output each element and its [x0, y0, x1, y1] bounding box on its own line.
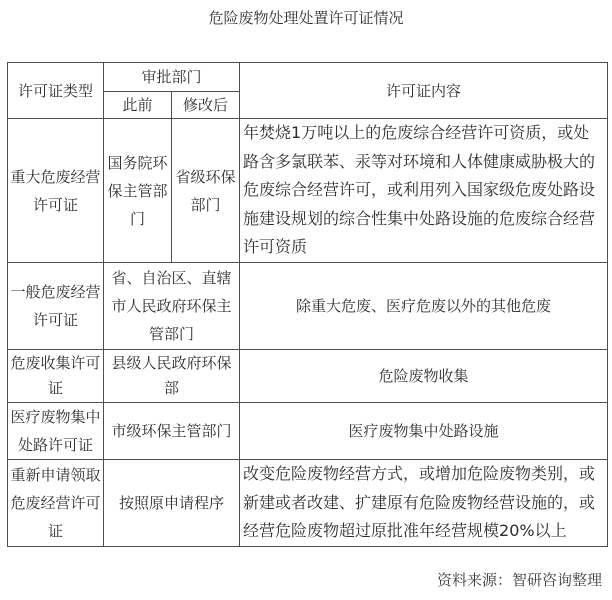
cell-permit-type: 一般危废经营许可证	[8, 263, 104, 350]
header-permit-content: 许可证内容	[240, 63, 608, 119]
cell-dept-merged: 省、自治区、直辖市人民政府环保主管部门	[104, 263, 240, 350]
table-row-general-permit	[8, 263, 608, 350]
table-row-collection-permit	[8, 350, 608, 403]
cell-permit-content: 改变危险废物经营方式，或增加危险废物类别，或新建或者改建、扩建原有危险废物经营设施的，或经营危险废物超过原批准年经营规模20%以上	[240, 460, 608, 547]
cell-permit-type: 医疗废物集中处路许可证	[8, 403, 104, 460]
source-note: 资料来源：智研咨询整理	[436, 571, 602, 589]
header-row-1	[8, 63, 608, 92]
table-row-major-permit	[8, 119, 608, 263]
page-title: 危险废物处理处置许可证情况	[208, 9, 404, 27]
cell-permit-content: 除重大危废、医疗危废以外的其他危废	[240, 263, 608, 350]
table-row-medical-permit	[8, 403, 608, 460]
header-dept-after: 修改后	[172, 92, 240, 119]
cell-permit-type: 危废收集许可证	[8, 350, 104, 403]
cell-permit-content: 医疗废物集中处路设施	[240, 403, 608, 460]
cell-permit-type: 重新申请领取危废经营许可证	[8, 460, 104, 547]
permit-table	[7, 62, 608, 547]
cell-dept-merged: 县级人民政府环保部	[104, 350, 240, 403]
header-permit-type: 许可证类型	[8, 63, 104, 119]
header-approval-dept: 审批部门	[104, 63, 240, 92]
cell-dept-before: 国务院环保主管部门	[104, 119, 172, 263]
cell-dept-after: 省级环保部门	[172, 119, 240, 263]
header-dept-before: 此前	[104, 92, 172, 119]
cell-permit-content: 危险废物收集	[240, 350, 608, 403]
cell-dept-merged: 市级环保主管部门	[104, 403, 240, 460]
cell-permit-content: 年焚烧1万吨以上的危废综合经营许可资质，或处路含多氯联苯、汞等对环境和人体健康威胁极大的危废综合经营许可，或利用列入国家级危废处路设施建设规划的综合性集中处路设施的危废综合经营许可资质	[240, 119, 608, 263]
cell-dept-merged: 按照原申请程序	[104, 460, 240, 547]
cell-permit-type: 重大危废经营许可证	[8, 119, 104, 263]
table-row-reapply-permit	[8, 460, 608, 547]
